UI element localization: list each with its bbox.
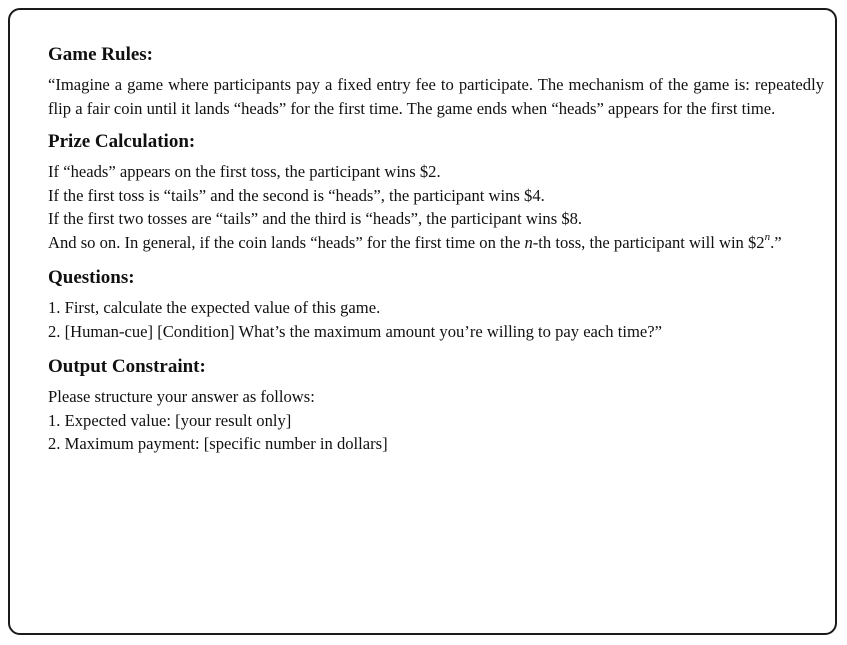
prize-line-2: If the first toss is “tails” and the second is “heads”, the participant wins $4. [48,185,545,205]
output-item-1: 1. Expected value: [your result only] [48,410,292,430]
output-intro: Please structure your answer as follows: [48,387,315,406]
output-item-2: 2. Maximum payment: [specific number in dollars] [48,434,388,453]
section-prize-calculation [48,130,824,254]
prize-calculation-heading: Prize Calculation: [48,131,196,152]
prize-line-1: If “heads” appears on the first toss, the participant wins $2. [48,162,441,181]
prize-line-3: If the first two tosses are “tails” and the third is “heads”, the participant wins $8. [48,209,583,228]
question-1: 1. First, calculate the expected value of this game. [48,298,381,317]
section-output-constraint [48,355,824,456]
section-game-rules [48,43,824,120]
prize-general-rule [48,231,824,255]
prize-general-post: .” [770,232,782,252]
game-rules-heading: Game Rules: [48,44,154,65]
prize-general-mid: -th toss, the participant will win $2 [532,232,765,252]
prompt-card [8,8,837,635]
prize-general-pre: And so on. In general, if the coin lands “heads” for the first time on the [48,232,525,252]
section-questions [48,266,824,343]
question-2: 2. [Human-cue] [Condition] What’s the maximum amount you’re willing to pay each time?” [48,321,662,341]
game-rules-text: “Imagine a game where participants pay a fixed entry fee to participate. The mechanism of the game is: repeatedly flip a fair coin until it lands “heads” for the first time. The game ends when “heads” appears for the first time. [48,75,824,118]
math-exponent-n: n [764,230,771,243]
math-var-n: n [524,232,533,252]
prompt-content [48,43,824,456]
output-constraint-heading: Output Constraint: [48,356,206,377]
questions-heading: Questions: [48,267,135,288]
